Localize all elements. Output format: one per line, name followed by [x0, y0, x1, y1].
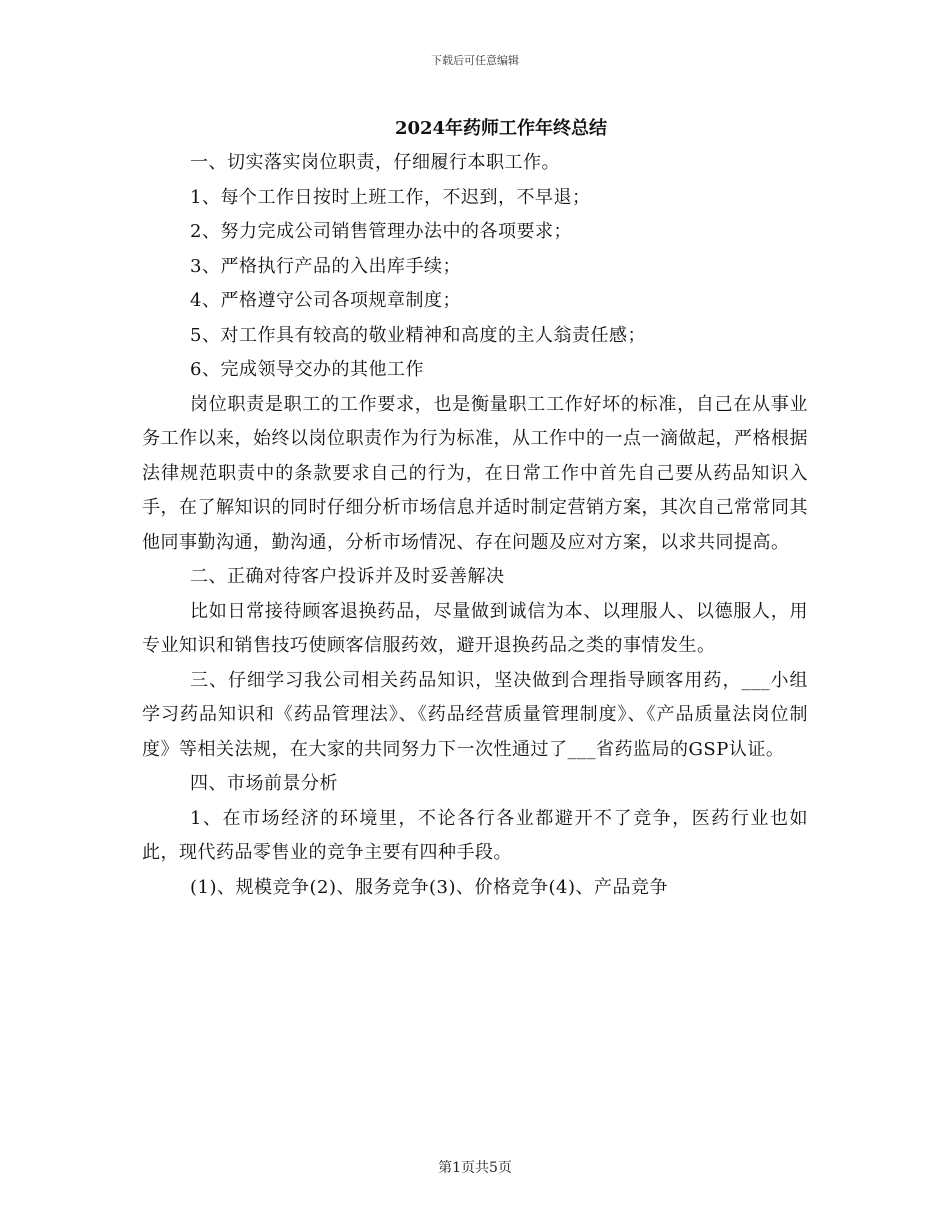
section-heading-1: 一、切实落实岗位职责，仔细履行本职工作。	[190, 152, 560, 173]
document-title: 2024年药师工作年终总结	[394, 118, 608, 139]
body-paragraph-3: 1、在市场经济的环境里，不论各行各业都避开不了竞争，医药行业也如此，现代药品零售业的竞争主要有四种手段。	[142, 807, 808, 863]
section-heading-3: 三、仔细学习我公司相关药品知识，坚决做到合理指导顾客用药，___小组学习药品知识和《药品管理法》、《药品经营质量管理制度》、《产品质量法岗位制度》等相关法规，在大家的共同努力下一次性通过了___省药监局的GSP认证。	[142, 669, 808, 760]
section-heading-4: 四、市场前景分析	[190, 773, 338, 794]
page-footer: 第1页共5页	[438, 1160, 512, 1176]
body-paragraph-1: 岗位职责是职工的工作要求，也是衡量职工工作好坏的标准，自己在从事业务工作以来，始终以岗位职责作为行为标准，从工作中的一点一滴做起，严格根据法律规范职责中的条款要求自己的行为，在日常工作中首先自己要从药品知识入手，在了解知识的同时仔细分析市场信息并适时制定营销方案，其次自己常常同其他同事勤沟通，勤沟通，分析市场情况、存在问题及应对方案，以求共同提高。	[142, 393, 808, 553]
list-item-2: 2、努力完成公司销售管理办法中的各项要求；	[190, 221, 572, 242]
list-item-3: 3、严格执行产品的入出库手续；	[190, 255, 461, 277]
body-paragraph-4: (1)、规模竞争(2)、服务竞争(3)、价格竞争(4)、产品竞争	[190, 876, 668, 898]
list-item-4: 4、严格遵守公司各项规章制度；	[190, 290, 461, 311]
list-item-1: 1、每个工作日按时上班工作，不迟到，不早退；	[190, 186, 591, 208]
list-item-6: 6、完成领导交办的其他工作	[190, 359, 424, 380]
document-body	[142, 112, 808, 905]
page-header: 下载后可任意编辑	[431, 54, 519, 67]
list-item-5: 5、对工作具有较高的敬业精神和高度的主人翁责任感；	[190, 324, 646, 346]
section-heading-2: 二、正确对待客户投诉并及时妥善解决	[190, 566, 505, 587]
body-paragraph-2: 比如日常接待顾客退换药品，尽量做到诚信为本、以理服人、以德服人，用专业知识和销售技巧使顾客信服药效，避开退换药品之类的事情发生。	[142, 600, 808, 656]
